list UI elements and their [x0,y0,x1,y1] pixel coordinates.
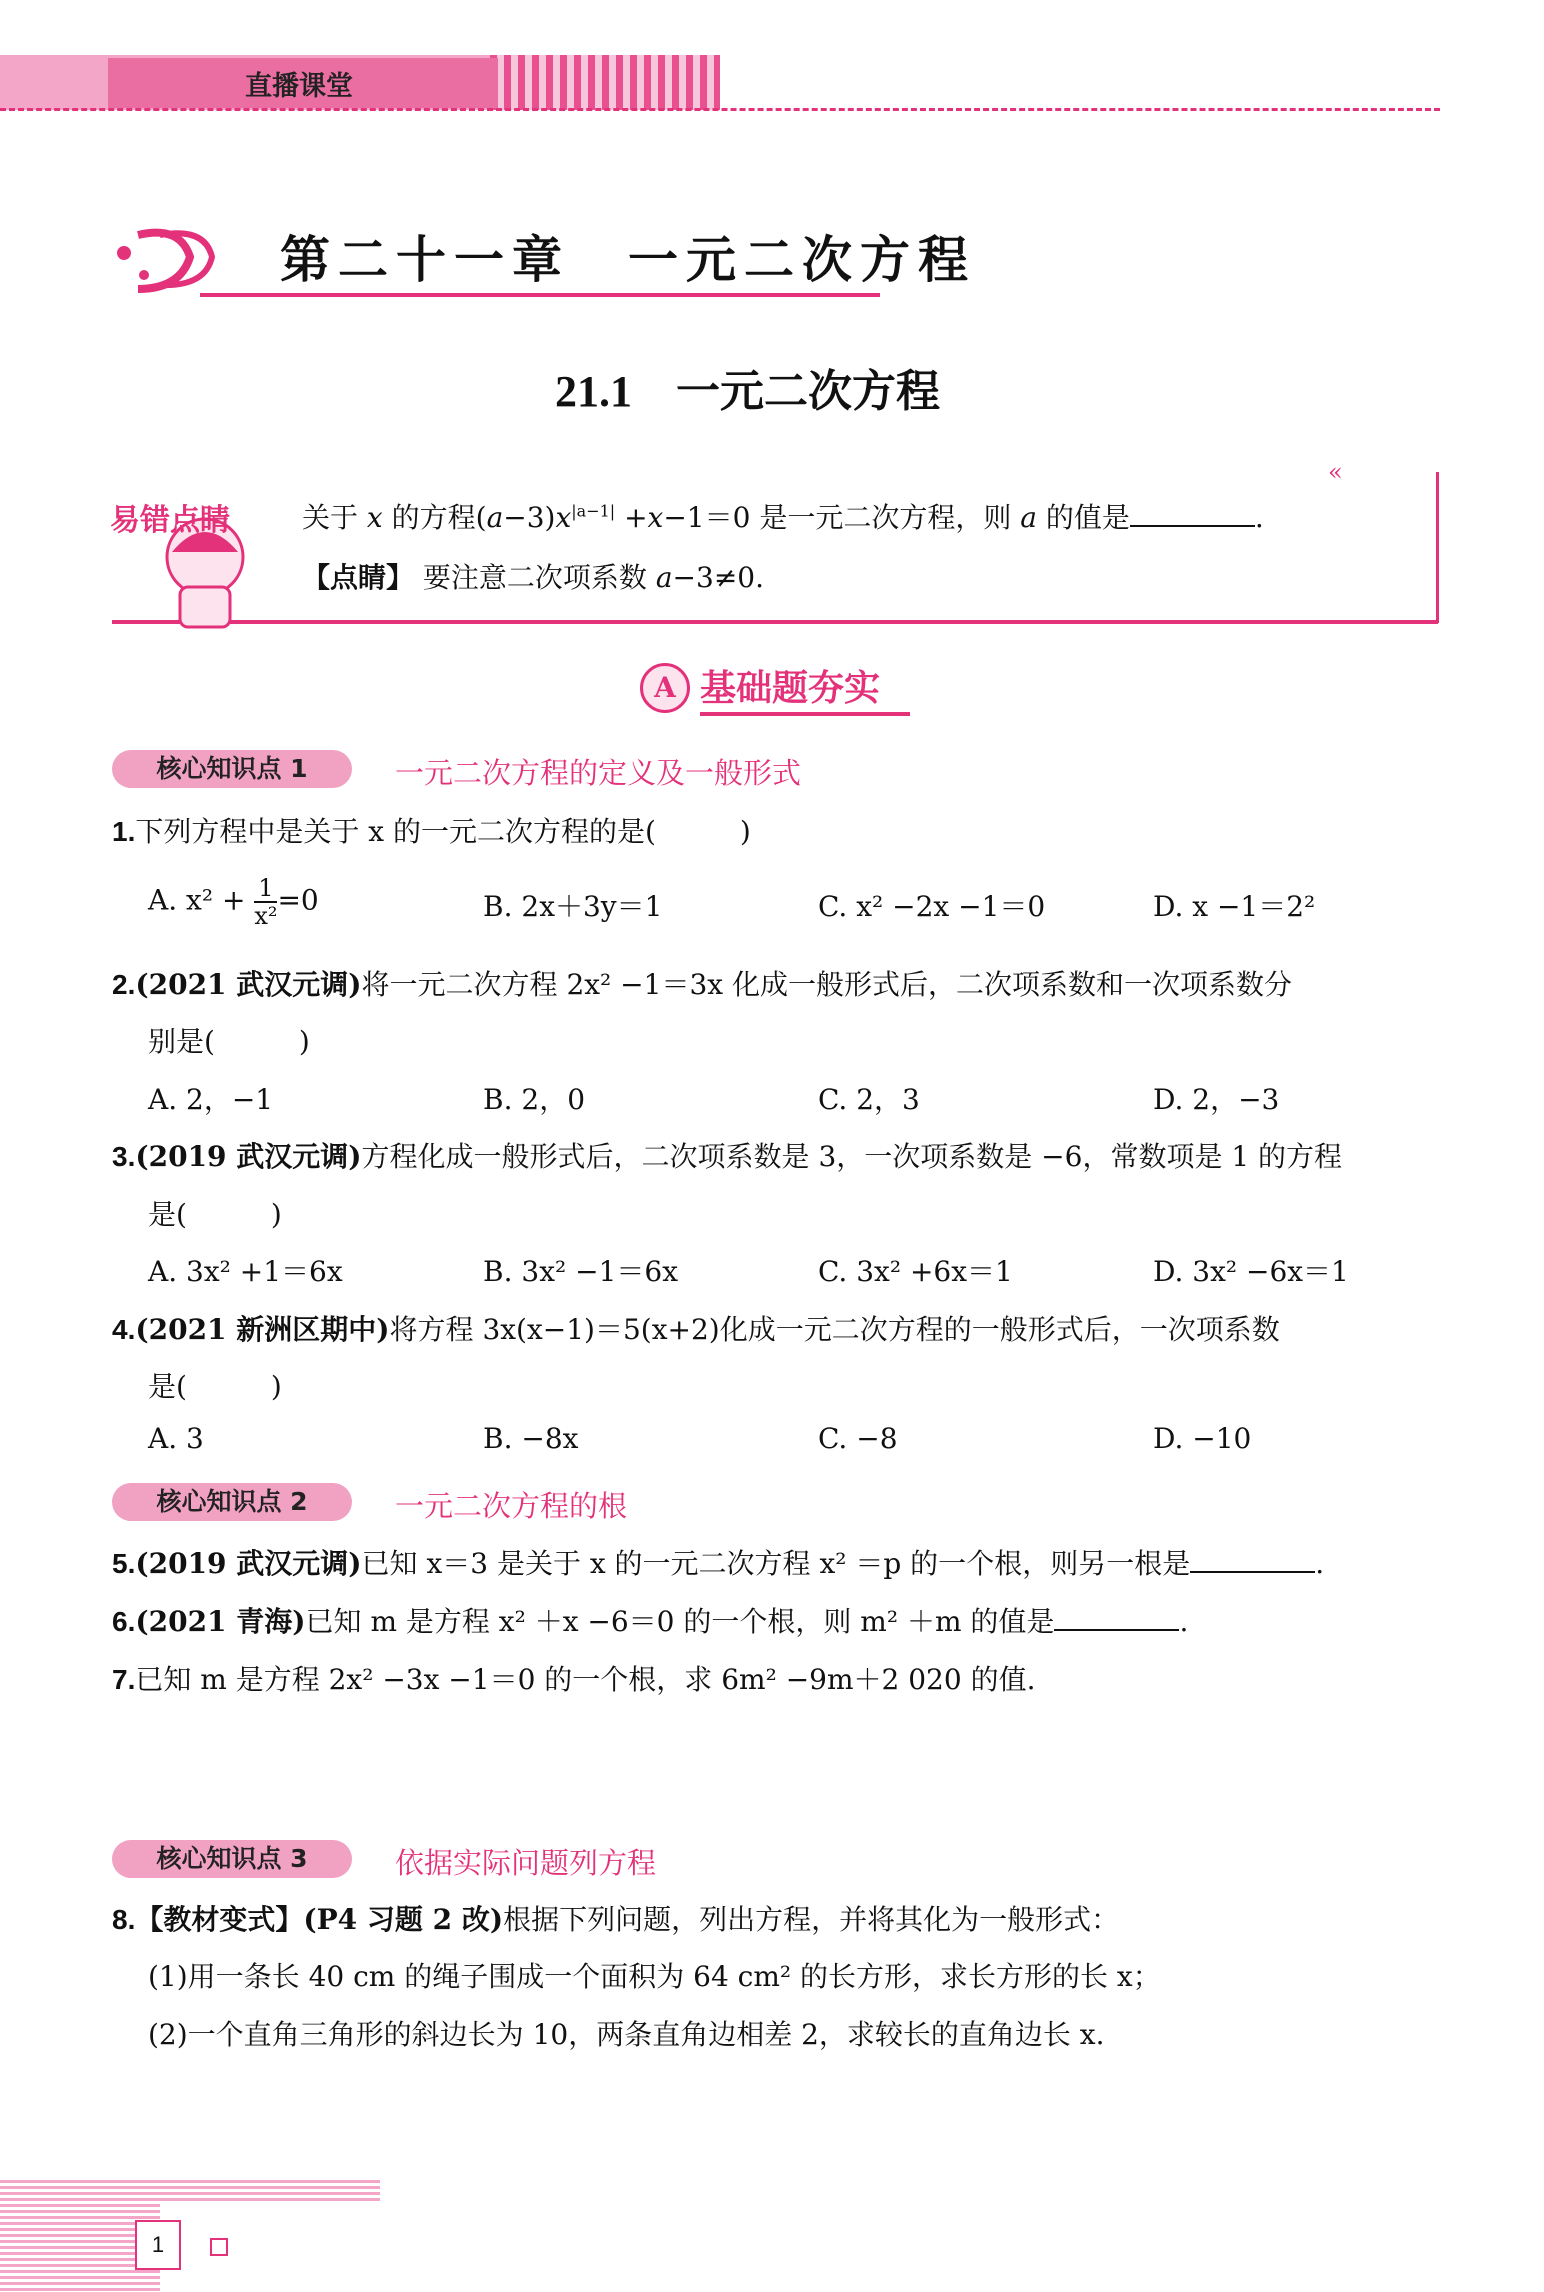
tip-box-bottom-rule [112,621,1438,624]
q6-stem: 6.(2021 青海)已知 m 是方程 x² ＋x −6＝0 的一个根，则 m² ＋m 的值是 . [112,1600,1188,1640]
q1-stem: 1.下列方程中是关于 x 的一元二次方程的是( ) [112,815,751,848]
q2-option-c[interactable]: C. 2，3 [818,1083,920,1116]
q2-option-a[interactable]: A. 2，−1 [148,1083,274,1116]
page-number: 1 [135,2220,181,2270]
q4-stem-cont: 是( ) [148,1370,282,1403]
q3-stem: 3.(2019 武汉元调)方程化成一般形式后，二次项系数是 3，一次项系数是 −6，常数项是 1 的方程 [112,1140,1343,1173]
kp2-title: 一元二次方程的根 [395,1489,628,1523]
q3-stem-cont: 是( ) [148,1198,282,1231]
kp1-title: 一元二次方程的定义及一般形式 [395,756,802,790]
header-stripes [490,55,720,110]
tip-point: 【点睛】 要注意二次项系数 a−3≠0. [302,561,764,594]
kp2-label: 核心知识点 2 [112,1483,352,1521]
q2-stem: 2.(2021 武汉元调)将一元二次方程 2x² −1＝3x 化成一般形式后，二次项系数和一次项系数分 [112,968,1292,1001]
chapter-rule [200,293,880,297]
chapter-arrow-icon [110,215,220,305]
tip-question: 关于 x 的方程$(a-3)x^{|a-1|} +x-1=0$ 是一元二次方程，则 a 的值是 . [302,496,1264,536]
q3-option-b[interactable]: B. 3x² −1＝6x [483,1255,678,1288]
q7-stem: 7.已知 m 是方程 2x² −3x −1＝0 的一个根，求 6m² −9m＋2 020 的值. [112,1663,1036,1696]
q4-option-c[interactable]: C. −8 [818,1422,898,1455]
tip-badge-figure-icon [110,482,300,632]
double-arrow-icon: « [1328,458,1343,486]
q3-option-a[interactable]: A. 3x² +1＝6x [148,1255,343,1288]
q1-option-d[interactable]: D. x −1＝2² [1153,890,1316,923]
answer-blank[interactable] [1130,497,1255,527]
tip-badge-text: 易错点睛 [110,503,230,538]
q3-option-d[interactable]: D. 3x² −6x＝1 [1153,1255,1349,1288]
q1-option-c[interactable]: C. x² −2x −1＝0 [818,890,1046,923]
q4-option-a[interactable]: A. 3 [148,1422,204,1455]
q8-sub2: (2)一个直角三角形的斜边长为 10，两条直角边相差 2，求较长的直角边长 x. [148,2018,1105,2051]
header-rule [0,108,1440,111]
page-square-icon [210,2238,228,2256]
banner-rule [700,712,910,716]
banner-letter-badge: A [640,663,690,713]
q2-stem-cont: 别是( ) [148,1025,310,1058]
tip-box [112,472,1439,623]
q4-option-b[interactable]: B. −8x [483,1422,579,1455]
q4-option-d[interactable]: D. −10 [1153,1422,1252,1455]
q3-option-c[interactable]: C. 3x² +6x＝1 [818,1255,1013,1288]
chapter-title: 第二十一章 一元二次方程 [280,230,976,289]
q5-stem: 5.(2019 武汉元调)已知 x＝3 是关于 x 的一元二次方程 x² ＝p 的一个根，则另一根是 . [112,1542,1324,1582]
q8-stem: 8.【教材变式】(P4 习题 2 改)根据下列问题，列出方程，并将其化为一般形式： [112,1903,1120,1936]
q6-answer-blank[interactable] [1054,1601,1179,1631]
q5-answer-blank[interactable] [1190,1543,1315,1573]
kp3-label: 核心知识点 3 [112,1840,352,1878]
kp3-title: 依据实际问题列方程 [395,1846,657,1880]
banner-title: 基础题夯实 [700,668,881,709]
section-title: 21.1 一元二次方程 [555,367,940,416]
q8-sub1: (1)用一条长 40 cm 的绳子围成一个面积为 64 cm² 的长方形，求长方形的长 x； [148,1960,1161,1993]
q2-option-b[interactable]: B. 2，0 [483,1083,586,1116]
q4-stem: 4.(2021 新洲区期中)将方程 3x(x−1)＝5(x+2)化成一元二次方程的一般形式后，一次项系数 [112,1313,1280,1346]
header-title: 直播课堂 [245,71,353,102]
kp1-label: 核心知识点 1 [112,750,352,788]
q2-option-d[interactable]: D. 2，−3 [1153,1083,1280,1116]
q1-option-a[interactable]: A. x² + $\frac{1}{\text{x²}}$ =0 [148,874,319,930]
q1-option-b[interactable]: B. 2x＋3y＝1 [483,890,663,923]
